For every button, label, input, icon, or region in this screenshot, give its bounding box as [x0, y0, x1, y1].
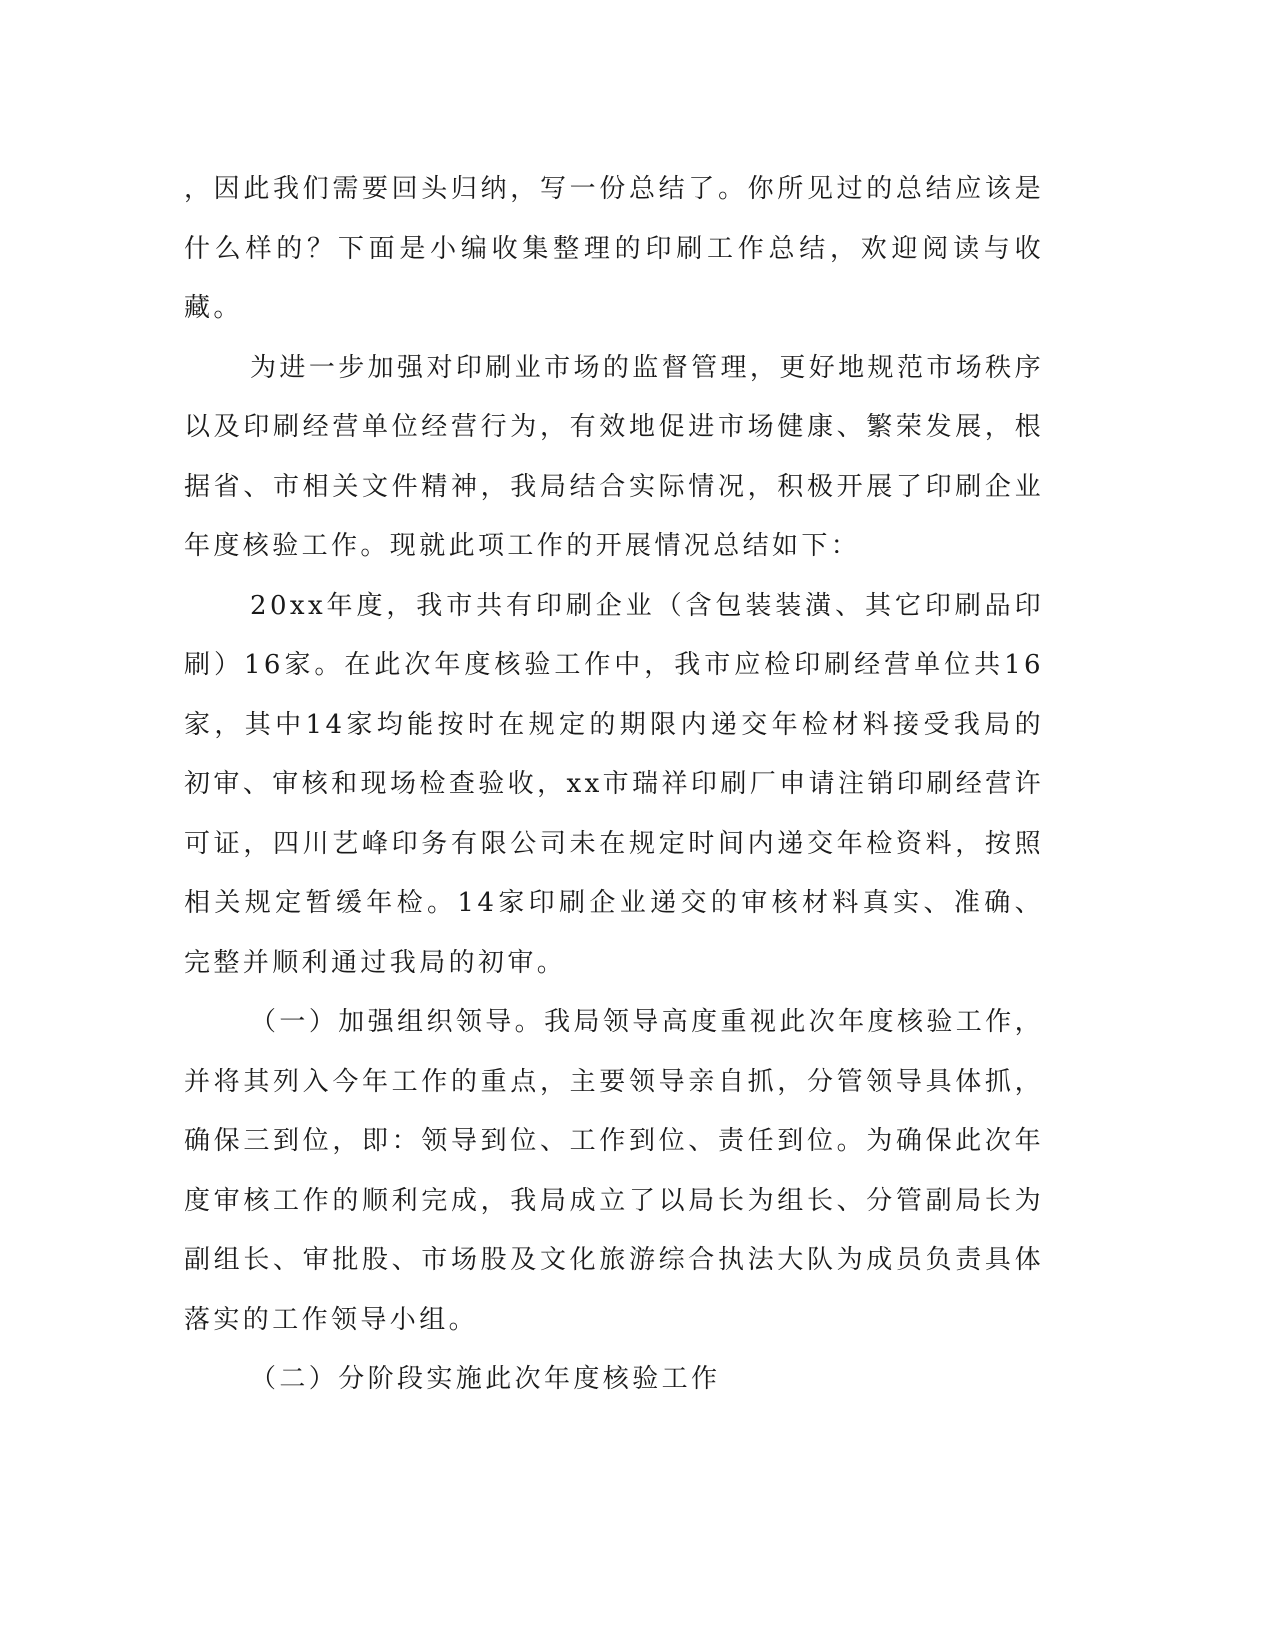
paragraph-purpose: 为进一步加强对印刷业市场的监督管理，更好地规范市场秩序以及印刷经营单位经营行为，有效地促进市场健康、繁荣发展，根据省、市相关文件精神，我局结合实际情况，积极开展了印刷企业年度核验工作。现就此项工作的开展情况总结如下：: [184, 352, 1044, 561]
paragraph-organization: （一）加强组织领导。我局领导高度重视此次年度核验工作，并将其列入今年工作的重点，主要领导亲自抓，分管领导具体抓，确保三到位，即：领导到位、工作到位、责任到位。为确保此次年度审核工作的顺利完成，我局成立了以局长为组长、分管副局长为副组长、审批股、市场股及文化旅游综合执法大队为成员负责具体落实的工作领导小组。: [184, 1007, 1044, 1335]
paragraph-phases-heading: （二）分阶段实施此次年度核验工作: [250, 1364, 721, 1394]
document-body: [184, 160, 1044, 1410]
paragraph-statistics: 20xx年度，我市共有印刷企业（含包装装潢、其它印刷品印刷）16家。在此次年度核验工作中，我市应检印刷经营单位共16家，其中14家均能按时在规定的期限内递交年检材料接受我局的初审、审核和现场检查验收，xx市瑞祥印刷厂申请注销印刷经营许可证，四川艺峰印务有限公司未在规定时间内递交年检资料，按照相关规定暂缓年检。14家印刷企业递交的审核材料真实、准确、完整并顺利通过我局的初审。: [184, 590, 1044, 978]
paragraph-intro: ，因此我们需要回头归纳，写一份总结了。你所见过的总结应该是什么样的？下面是小编收集整理的印刷工作总结，欢迎阅读与收藏。: [184, 174, 1044, 323]
